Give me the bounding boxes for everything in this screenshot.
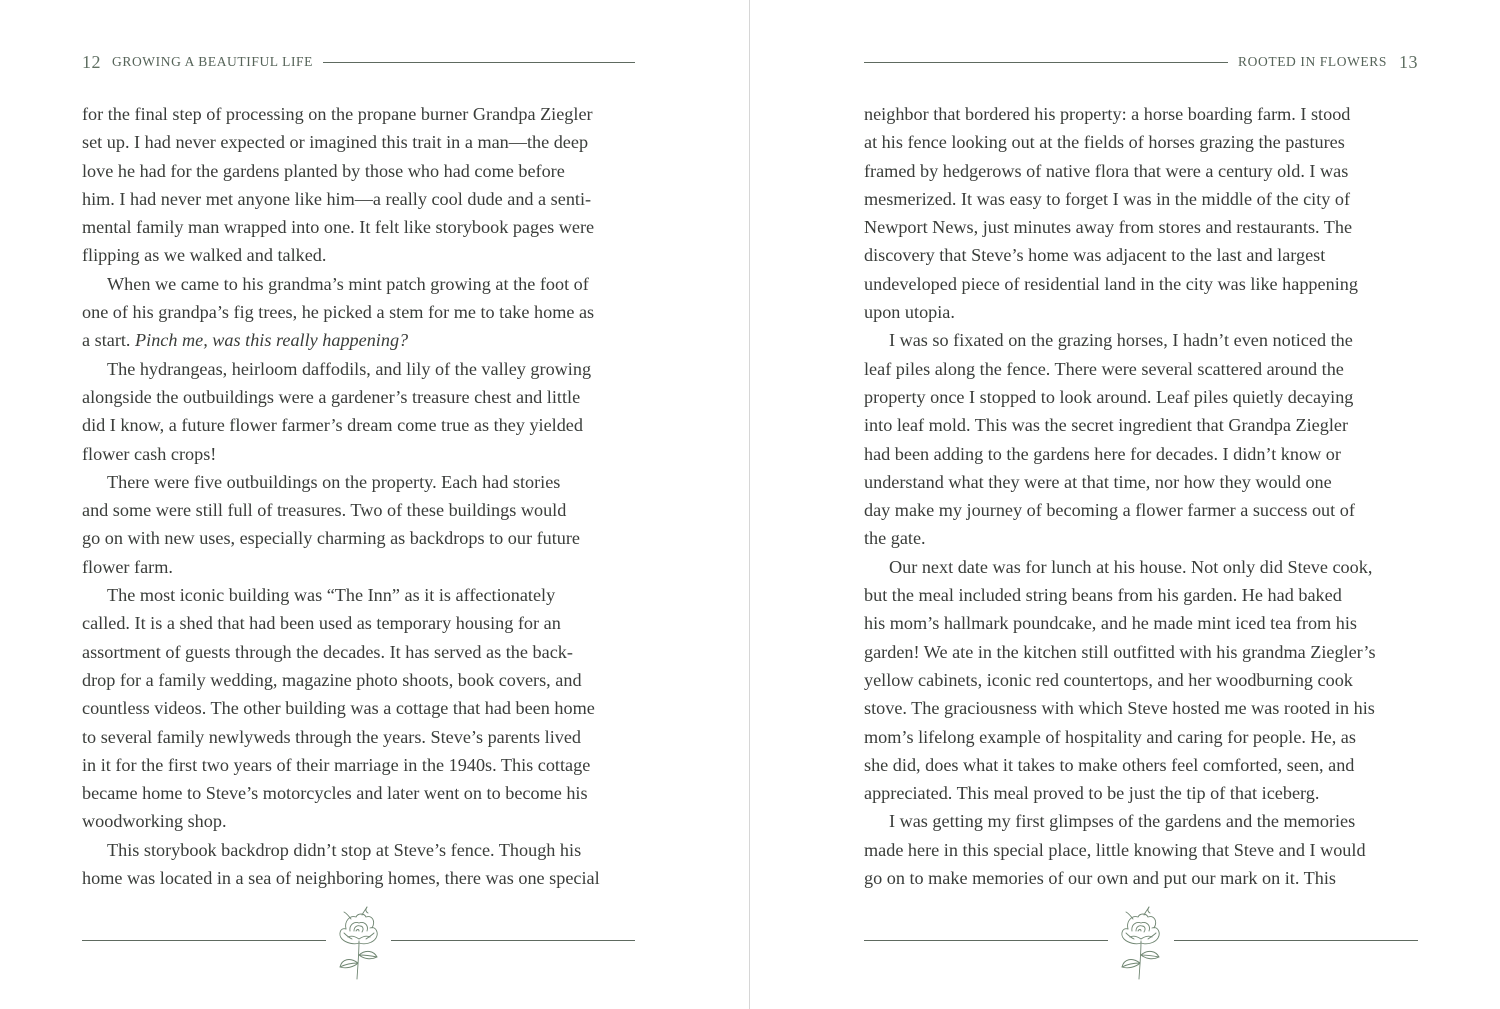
paragraph: [82, 270, 635, 355]
text-line: a start.: [82, 330, 136, 351]
text-line: I was so fixated on the grazing horses, I hadn’t even noticed the: [889, 330, 1353, 351]
text-line: became home to Steve’s motorcycles and later went on to become his: [82, 783, 588, 804]
paragraph: [864, 100, 1418, 326]
body-text: [82, 100, 635, 892]
text-line: leaf piles along the fence. There were several scattered around the: [864, 358, 1344, 379]
text-line: home was located in a sea of neighboring homes, there was one special: [82, 868, 600, 889]
text-line: property once I stopped to look around. Leaf piles quietly decaying: [864, 386, 1354, 407]
text-line: called. It is a shed that had been used as temporary housing for an: [82, 613, 561, 634]
text-line: him. I had never met anyone like him—a really cool dude and a senti-: [82, 188, 592, 209]
page-number: 12: [82, 51, 101, 72]
text-line: and some were still full of treasures. Two of these buildings would: [82, 500, 567, 521]
paragraph: [82, 581, 635, 836]
text-line: There were five outbuildings on the property. Each had stories: [107, 471, 561, 492]
text-line: When we came to his grandma’s mint patch growing at the foot of: [107, 273, 589, 294]
text-line: his mom’s hallmark poundcake, and he made mint iced tea from his: [864, 613, 1357, 634]
running-head-title: ROOTED IN FLOWERS: [1238, 54, 1387, 69]
footer-ornament: [864, 905, 1418, 980]
paragraph: [864, 326, 1418, 552]
italic-text: Pinch me, was this really happening?: [135, 330, 409, 351]
text-line: Our next date was for lunch at his house. Not only did Steve cook,: [889, 556, 1373, 577]
text-line: Newport News, just minutes away from stores and restaurants. The: [864, 217, 1353, 238]
text-line: she did, does what it takes to make others feel comforted, seen, and: [864, 754, 1355, 775]
text-line: the gate.: [864, 528, 926, 549]
text-line: appreciated. This meal proved to be just the tip of that iceberg.: [864, 783, 1320, 804]
text-line: set up. I had never expected or imagined this trait in a man—the deep: [82, 132, 589, 153]
text-line: flipping as we walked and talked.: [82, 245, 327, 266]
footer-ornament: [82, 905, 635, 980]
left-page: [82, 0, 635, 1009]
text-line: drop for a family wedding, magazine photo shoots, book covers, and: [82, 669, 582, 690]
text-line: garden! We ate in the kitchen still outfitted with his grandma Ziegler’s: [864, 641, 1376, 662]
text-line: discovery that Steve’s home was adjacent to the last and largest: [864, 245, 1326, 266]
text-line: upon utopia.: [864, 302, 955, 323]
rose-flower-ornament-icon: [332, 905, 386, 980]
text-line: mom’s lifelong example of hospitality and caring for people. He, as: [864, 726, 1356, 747]
header-rule: [864, 62, 1228, 63]
text-line: into leaf mold. This was the secret ingredient that Grandpa Ziegler: [864, 415, 1349, 436]
text-line: woodworking shop.: [82, 811, 227, 832]
text-line: one of his grandpa’s fig trees, he picked a stem for me to take home as: [82, 302, 595, 323]
header-rule: [323, 62, 635, 63]
rose-flower-ornament-icon: [1114, 905, 1168, 980]
paragraph: [864, 807, 1418, 892]
footer-rule-left: [864, 940, 1108, 941]
text-line: in it for the first two years of their marriage in the 1940s. This cottage: [82, 754, 591, 775]
text-line: to several family newlyweds through the years. Steve’s parents lived: [82, 726, 582, 747]
footer-rule-right: [391, 940, 635, 941]
footer-rule-left: [82, 940, 326, 941]
footer-rule-right: [1174, 940, 1418, 941]
paragraph: [82, 836, 635, 893]
paragraph: [82, 100, 635, 270]
text-line: go on to make memories of our own and put our mark on it. This: [864, 868, 1336, 889]
page-gutter: [749, 0, 750, 1009]
text-line: framed by hedgerows of native flora that were a century old. I was: [864, 160, 1349, 181]
text-line: go on with new uses, especially charming as backdrops to our future: [82, 528, 581, 549]
body-text: [864, 100, 1418, 892]
running-head-left: [82, 50, 635, 74]
text-line: alongside the outbuildings were a gardener’s treasure chest and little: [82, 386, 581, 407]
paragraph: [82, 468, 635, 581]
running-head-title: GROWING A BEAUTIFUL LIFE: [112, 54, 314, 69]
text-line: This storybook backdrop didn’t stop at Steve’s fence. Though his: [107, 839, 582, 860]
text-line: but the meal included string beans from his garden. He had baked: [864, 585, 1342, 606]
text-line: for the final step of processing on the propane burner Grandpa Ziegler: [82, 104, 593, 124]
text-line: countless videos. The other building was a cottage that had been home: [82, 698, 595, 719]
text-line: assortment of guests through the decades. It has served as the back-: [82, 641, 573, 662]
text-line: stove. The graciousness with which Steve hosted me was rooted in his: [864, 698, 1375, 719]
text-line: love he had for the gardens planted by those who had come before: [82, 160, 565, 181]
text-line: yellow cabinets, iconic red countertops, and her woodburning cook: [864, 669, 1353, 690]
text-line: at his fence looking out at the fields of horses grazing the pastures: [864, 132, 1345, 153]
text-line: flower cash crops!: [82, 443, 217, 464]
text-line: made here in this special place, little knowing that Steve and I would: [864, 839, 1366, 860]
text-line: The hydrangeas, heirloom daffodils, and lily of the valley growing: [107, 358, 592, 379]
text-line: mesmerized. It was easy to forget I was in the middle of the city of: [864, 188, 1351, 209]
text-line: day make my journey of becoming a flower farmer a success out of: [864, 500, 1355, 521]
text-line: did I know, a future flower farmer’s dream come true as they yielded: [82, 415, 583, 436]
paragraph: [82, 355, 635, 468]
text-line: had been adding to the gardens here for decades. I didn’t know or: [864, 443, 1341, 464]
text-line: mental family man wrapped into one. It felt like storybook pages were: [82, 217, 595, 238]
page-number: 13: [1399, 51, 1418, 72]
right-page: [864, 0, 1418, 1009]
paragraph: [864, 553, 1418, 808]
text-line: undeveloped piece of residential land in the city was like happening: [864, 273, 1358, 294]
text-line: understand what they were at that time, nor how they would one: [864, 471, 1332, 492]
text-line: I was getting my first glimpses of the gardens and the memories: [889, 811, 1356, 832]
text-line: flower farm.: [82, 556, 173, 577]
text-line: neighbor that bordered his property: a horse boarding farm. I stood: [864, 104, 1351, 124]
running-head-right: [864, 50, 1418, 74]
text-line: The most iconic building was “The Inn” as it is affectionately: [107, 585, 556, 606]
